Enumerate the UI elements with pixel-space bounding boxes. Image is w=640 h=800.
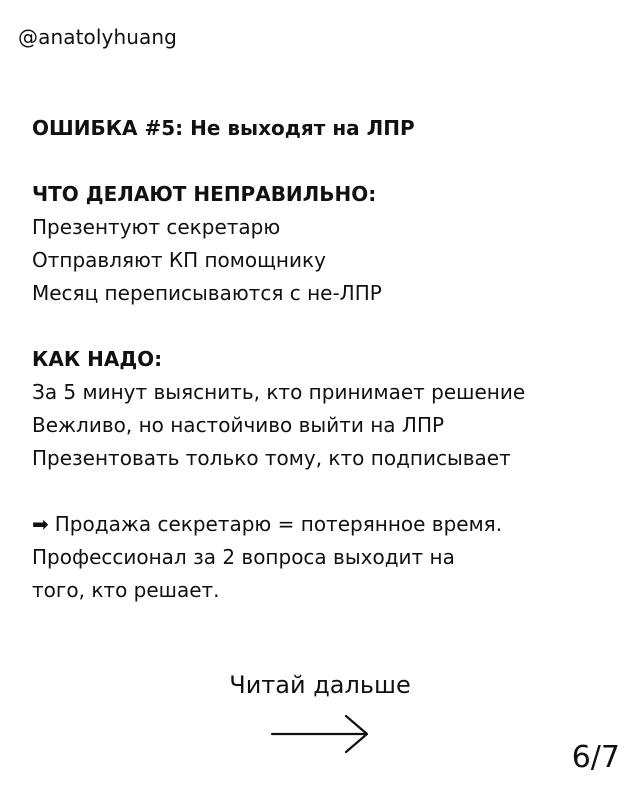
conclusion-line: Профессионал за 2 вопроса выходит на [32, 545, 455, 569]
spacer [32, 145, 622, 178]
author-handle: @anatolyhuang [18, 25, 177, 49]
wrong-item: Отправляют КП помощнику [32, 248, 326, 272]
conclusion-line [32, 508, 622, 541]
right-item: Вежливо, но настойчиво выйти на ЛПР [32, 413, 445, 437]
right-heading: КАК НАДО: [32, 347, 163, 371]
wrong-item: Месяц переписываются с не-ЛПР [32, 281, 382, 305]
spacer [32, 310, 622, 343]
conclusion-line: того, кто решает. [32, 578, 220, 602]
read-more-label[interactable]: Читай дальше [229, 671, 411, 699]
wrong-heading: ЧТО ДЕЛАЮТ НЕПРАВИЛЬНО: [32, 182, 377, 206]
page-indicator: 6/7 [571, 740, 620, 775]
right-item: Презентовать только тому, кто подписывает [32, 446, 511, 470]
right-item: За 5 минут выяснить, кто принимает решение [32, 380, 526, 404]
spacer [32, 475, 622, 508]
long-right-arrow-icon[interactable] [270, 712, 370, 756]
slide-content [32, 112, 622, 607]
slide-title: ОШИБКА #5: Не выходят на ЛПР [32, 116, 415, 140]
conclusion-text: Продажа секретарю = потерянное время. [54, 512, 503, 536]
wrong-item: Презентуют секретарю [32, 215, 281, 239]
right-arrow-icon: ➡ [32, 512, 49, 536]
